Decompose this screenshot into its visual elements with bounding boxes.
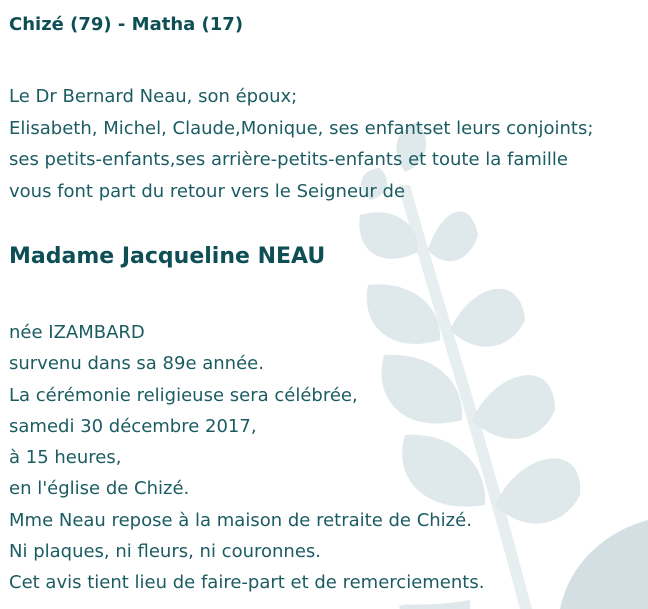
intro-paragraph	[9, 81, 593, 207]
details-line: samedi 30 décembre 2017,	[9, 415, 257, 437]
deceased-name: Madame Jacqueline NEAU	[9, 244, 326, 269]
details-line: La cérémonie religieuse sera célébrée,	[9, 384, 358, 406]
details-line: survenu dans sa 89e année.	[9, 353, 264, 375]
location-heading: Chizé (79) - Matha (17)	[9, 14, 244, 35]
intro-line: Elisabeth, Michel, Claude,Monique, ses enfantset leurs conjoints;	[9, 117, 594, 139]
intro-line: ses petits-enfants,ses arrière-petits-enfants et toute la famille	[9, 149, 568, 170]
details-line: Ni plaques, ni fleurs, ni couronnes.	[9, 541, 322, 563]
details-line: née IZAMBARD	[9, 322, 145, 343]
details-line: à 15 heures,	[9, 447, 122, 469]
intro-line: Le Dr Bernard Neau, son époux;	[9, 86, 298, 107]
intro-line: vous font part du retour vers le Seigneur de	[9, 180, 406, 202]
details-paragraph	[9, 317, 484, 599]
details-line: en l'église de Chizé.	[9, 478, 190, 500]
details-line: Cet avis tient lieu de faire-part et de remerciements.	[9, 572, 485, 594]
details-line: Mme Neau repose à la maison de retraite de Chizé.	[9, 509, 472, 531]
